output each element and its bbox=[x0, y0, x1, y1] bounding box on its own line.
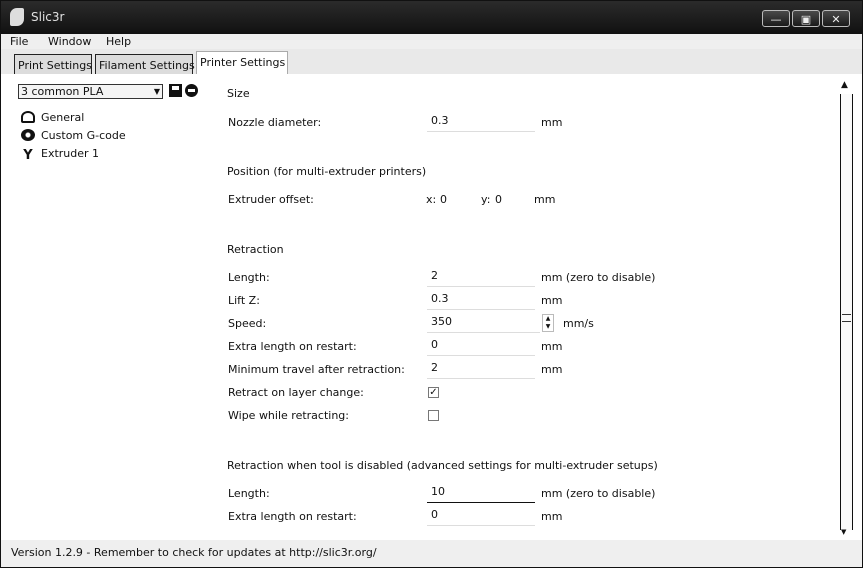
chevron-down-icon: ▼ bbox=[153, 87, 160, 96]
tree-item-general[interactable] bbox=[21, 111, 84, 127]
toolchange-extra-label: Extra length on restart: bbox=[228, 510, 357, 523]
toolchange-length-input[interactable]: 10 bbox=[427, 483, 535, 503]
speed-spinner[interactable]: ▲ ▼ bbox=[542, 314, 554, 332]
retract-layer-change-checkbox[interactable]: ✓ bbox=[429, 387, 438, 398]
scroll-up-icon[interactable]: ▲ bbox=[841, 80, 848, 90]
retract-speed-unit: mm/s bbox=[563, 317, 594, 330]
section-tool-disabled: Retraction when tool is disabled (advanced settings for multi-extruder setups) bbox=[227, 459, 658, 472]
menu-help[interactable]: Help bbox=[106, 35, 132, 48]
tab-printer-settings[interactable]: Printer Settings bbox=[196, 51, 288, 74]
retract-length-unit: mm (zero to disable) bbox=[541, 271, 656, 284]
retract-speed-input[interactable]: 350 bbox=[427, 313, 540, 333]
menu-bar bbox=[1, 34, 862, 49]
wipe-label: Wipe while retracting: bbox=[228, 409, 349, 422]
offset-y-label: y: bbox=[481, 193, 491, 206]
close-button[interactable]: ✕ bbox=[822, 10, 850, 27]
tree-label: General bbox=[41, 111, 85, 124]
minimize-button[interactable]: — bbox=[762, 10, 790, 27]
tab-filament-settings[interactable]: Filament Settings bbox=[95, 54, 193, 74]
lift-z-label: Lift Z: bbox=[228, 294, 260, 307]
min-travel-input[interactable]: 2 bbox=[427, 359, 535, 379]
lift-z-input[interactable]: 0.3 bbox=[427, 290, 535, 310]
wipe-checkbox[interactable] bbox=[428, 410, 439, 421]
vertical-scrollbar[interactable] bbox=[839, 74, 854, 540]
tab-bar bbox=[1, 49, 862, 74]
section-position: Position (for multi-extruder printers) bbox=[227, 165, 427, 178]
tree-item-custom-gcode[interactable] bbox=[21, 129, 126, 145]
menu-window[interactable]: Window bbox=[48, 35, 92, 48]
nozzle-diameter-label: Nozzle diameter: bbox=[228, 116, 322, 129]
delete-icon[interactable] bbox=[185, 84, 198, 97]
toolchange-length-unit: mm (zero to disable) bbox=[541, 487, 656, 500]
extra-length-input[interactable]: 0 bbox=[427, 336, 535, 356]
gear-icon bbox=[21, 129, 35, 141]
lift-z-unit: mm bbox=[541, 294, 563, 307]
window-title: Slic3r bbox=[31, 10, 65, 24]
status-text: Version 1.2.9 - Remember to check for updates at http://slic3r.org/ bbox=[11, 546, 377, 559]
offset-y-input[interactable]: 0 bbox=[495, 193, 502, 206]
min-travel-unit: mm bbox=[541, 363, 563, 376]
retract-length-label: Length: bbox=[228, 271, 270, 284]
retract-layer-change-label: Retract on layer change: bbox=[228, 386, 364, 399]
scroll-down-icon[interactable]: ▼ bbox=[841, 528, 847, 536]
offset-x-label: x: bbox=[426, 193, 437, 206]
extra-length-label: Extra length on restart: bbox=[228, 340, 357, 353]
tree-label: Custom G-code bbox=[41, 129, 126, 142]
extra-length-unit: mm bbox=[541, 340, 563, 353]
tree-item-extruder-1[interactable] bbox=[21, 147, 99, 163]
status-bar bbox=[1, 540, 862, 567]
nozzle-diameter-unit: mm bbox=[541, 116, 563, 129]
extruder-offset-label: Extruder offset: bbox=[228, 193, 314, 206]
save-icon[interactable] bbox=[169, 84, 182, 97]
toolchange-extra-input[interactable]: 0 bbox=[427, 506, 535, 526]
slic3r-logo-icon bbox=[10, 8, 24, 26]
preset-select[interactable] bbox=[18, 84, 163, 99]
printer-icon bbox=[21, 111, 35, 123]
min-travel-label: Minimum travel after retraction: bbox=[228, 363, 405, 376]
section-size: Size bbox=[227, 87, 250, 100]
grip-icon bbox=[842, 314, 851, 322]
retract-length-input[interactable]: 2 bbox=[427, 267, 535, 287]
scroll-thumb[interactable] bbox=[840, 94, 853, 530]
offset-unit: mm bbox=[534, 193, 556, 206]
section-retraction: Retraction bbox=[227, 243, 284, 256]
retract-speed-label: Speed: bbox=[228, 317, 267, 330]
nozzle-diameter-input[interactable]: 0.3 bbox=[427, 112, 535, 132]
tree-label: Extruder 1 bbox=[41, 147, 100, 160]
preset-value: 3 common PLA bbox=[21, 85, 104, 98]
maximize-button[interactable]: ▣ bbox=[792, 10, 820, 27]
tab-print-settings[interactable]: Print Settings bbox=[14, 54, 92, 74]
toolchange-extra-unit: mm bbox=[541, 510, 563, 523]
toolchange-length-label: Length: bbox=[228, 487, 270, 500]
offset-x-input[interactable]: 0 bbox=[440, 193, 447, 206]
extruder-icon: Y bbox=[23, 148, 33, 163]
title-bar bbox=[1, 1, 862, 34]
menu-file[interactable]: File bbox=[10, 35, 29, 48]
